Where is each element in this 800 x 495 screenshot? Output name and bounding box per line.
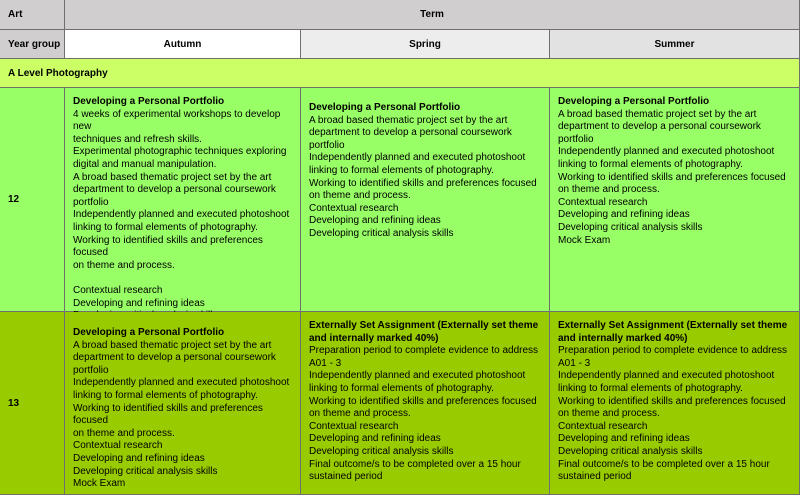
cell-line: linking to formal elements of photography. (309, 382, 494, 394)
cell-line: on theme and process. (309, 190, 411, 202)
cell-line: department to develop a personal coursework (73, 352, 276, 364)
cell-line: on theme and process. (73, 427, 175, 439)
cell-line: Independently planned and executed photoshoot (309, 152, 526, 164)
spring-label: Spring (409, 38, 441, 50)
cell-line: Developing critical analysis skills (558, 445, 703, 457)
year-group-label: Year group (8, 38, 61, 50)
cell-line: Contextual research (558, 420, 648, 432)
cell-line: Developing and refining ideas (73, 452, 205, 464)
term-header-cell (65, 0, 800, 30)
year-12-spring-cell (301, 88, 550, 312)
cell-line: Working to identified skills and preferences focused (558, 171, 786, 183)
cell-line: linking to formal elements of photography. (73, 389, 258, 401)
cell-line: Developing critical analysis skills (309, 445, 454, 457)
subject-label: Art (8, 9, 23, 20)
cell-line: 4 weeks of experimental workshops to develop new (73, 108, 281, 133)
cell-line: Working to identified skills and preferences focused (309, 395, 537, 407)
cell-line: Contextual research (309, 202, 399, 214)
cell-line: portfolio (73, 196, 109, 208)
cell-line: Developing and refining ideas (309, 433, 441, 445)
year-group-cell (0, 30, 65, 59)
cell-line: Mock Exam (558, 234, 611, 246)
year-12-summer-cell (550, 88, 800, 312)
cell-line: Independently planned and executed photoshoot (558, 370, 775, 382)
cell-line: Final outcome/s to be completed over a 15 hour (309, 458, 521, 470)
cell-line: Independently planned and executed photoshoot (73, 209, 290, 221)
cell-line: linking to formal elements of photography. (309, 164, 494, 176)
cell-line: Working to identified skills and preferences focused (309, 177, 537, 189)
cell-title: Developing a Personal Portfolio (558, 96, 710, 107)
year-12-cell (0, 88, 65, 312)
cell-line: A broad based thematic project set by the art (558, 108, 757, 120)
cell-line: techniques and refresh skills. (73, 133, 202, 145)
cell-line: on theme and process. (558, 184, 660, 196)
cell-line: Contextual research (73, 284, 163, 296)
cell-title: Developing a Personal Portfolio (73, 96, 225, 107)
cell-line: sustained period (558, 471, 632, 483)
cell-line: Preparation period to complete evidence to address (309, 345, 539, 357)
cell-line: Contextual research (558, 196, 648, 208)
summer-label: Summer (654, 38, 695, 50)
summer-header-cell (550, 30, 800, 59)
cell-line: A broad based thematic project set by the art (73, 171, 272, 183)
autumn-header-cell (65, 30, 301, 59)
cell-line: Working to identified skills and preferences focused (73, 234, 263, 259)
cell-title: Developing a Personal Portfolio (73, 327, 225, 338)
year-12-label: 12 (8, 194, 20, 205)
cell-line: department to develop a personal coursework (309, 127, 512, 139)
cell-line: linking to formal elements of photography. (558, 382, 743, 394)
cell-line: Developing and refining ideas (73, 297, 205, 309)
year-12-autumn-cell (65, 88, 301, 312)
cell-line: Contextual research (73, 440, 163, 452)
cell-line: Independently planned and executed photoshoot (309, 370, 526, 382)
cell-line: Independently planned and executed photoshoot (73, 377, 290, 389)
cell-line: Independently planned and executed photoshoot (558, 146, 775, 158)
year-13-label: 13 (8, 397, 20, 409)
cell-line: on theme and process. (558, 408, 660, 420)
year-13-spring-cell (301, 312, 550, 495)
cell-line: on theme and process. (73, 259, 175, 271)
cell-line: A broad based thematic project set by the art (309, 114, 508, 126)
cell-line: sustained period (309, 471, 383, 483)
blank-line (73, 272, 294, 285)
cell-line: portfolio (73, 364, 109, 376)
year-13-autumn-cell (65, 312, 301, 495)
cell-line: Mock Exam (73, 478, 126, 490)
cell-line: Preparation period to complete evidence to address (558, 345, 788, 357)
cell-line: Developing critical analysis skills (558, 221, 703, 233)
term-label: Term (420, 9, 444, 20)
cell-line: digital and manual manipulation. (73, 158, 217, 170)
cell-line: A01 - 3 (309, 357, 342, 369)
cell-line: Developing and refining ideas (558, 433, 690, 445)
cell-line: Working to identified skills and preferences focused (558, 395, 786, 407)
cell-line: portfolio (309, 139, 345, 151)
cell-line: Experimental photographic techniques exploring (73, 146, 287, 158)
cell-line: Final outcome/s to be completed over a 15 hour (558, 458, 770, 470)
spring-header-cell (301, 30, 550, 59)
cell-line: department to develop a personal coursework (73, 184, 276, 196)
cell-line: linking to formal elements of photography. (73, 221, 258, 233)
cell-line: portfolio (558, 133, 594, 145)
cell-line: Developing and refining ideas (309, 215, 441, 227)
cell-line: Developing and refining ideas (558, 209, 690, 221)
cell-line: A broad based thematic project set by the art (73, 339, 272, 351)
section-row (0, 59, 800, 88)
cell-line: Working to identified skills and preferences focused (73, 402, 263, 427)
cell-line: on theme and process. (309, 408, 411, 420)
cell-title: Externally Set Assignment (Externally set theme and internally marked 40%) (558, 320, 788, 344)
year-13-cell (0, 312, 65, 495)
autumn-label: Autumn (163, 38, 202, 50)
cell-title: Externally Set Assignment (Externally set theme and internally marked 40%) (309, 320, 539, 344)
cell-line: department to develop a personal coursework (558, 121, 761, 133)
cell-line: Contextual research (309, 420, 399, 432)
cell-line: linking to formal elements of photography. (558, 158, 743, 170)
cell-line: Developing critical analysis skills (309, 227, 454, 239)
cell-line: A01 - 3 (558, 357, 591, 369)
section-title: A Level Photography (8, 67, 108, 79)
subject-cell (0, 0, 65, 30)
cell-line: Developing critical analysis skills (73, 465, 218, 477)
year-13-summer-cell (550, 312, 800, 495)
cell-title: Developing a Personal Portfolio (309, 102, 461, 113)
